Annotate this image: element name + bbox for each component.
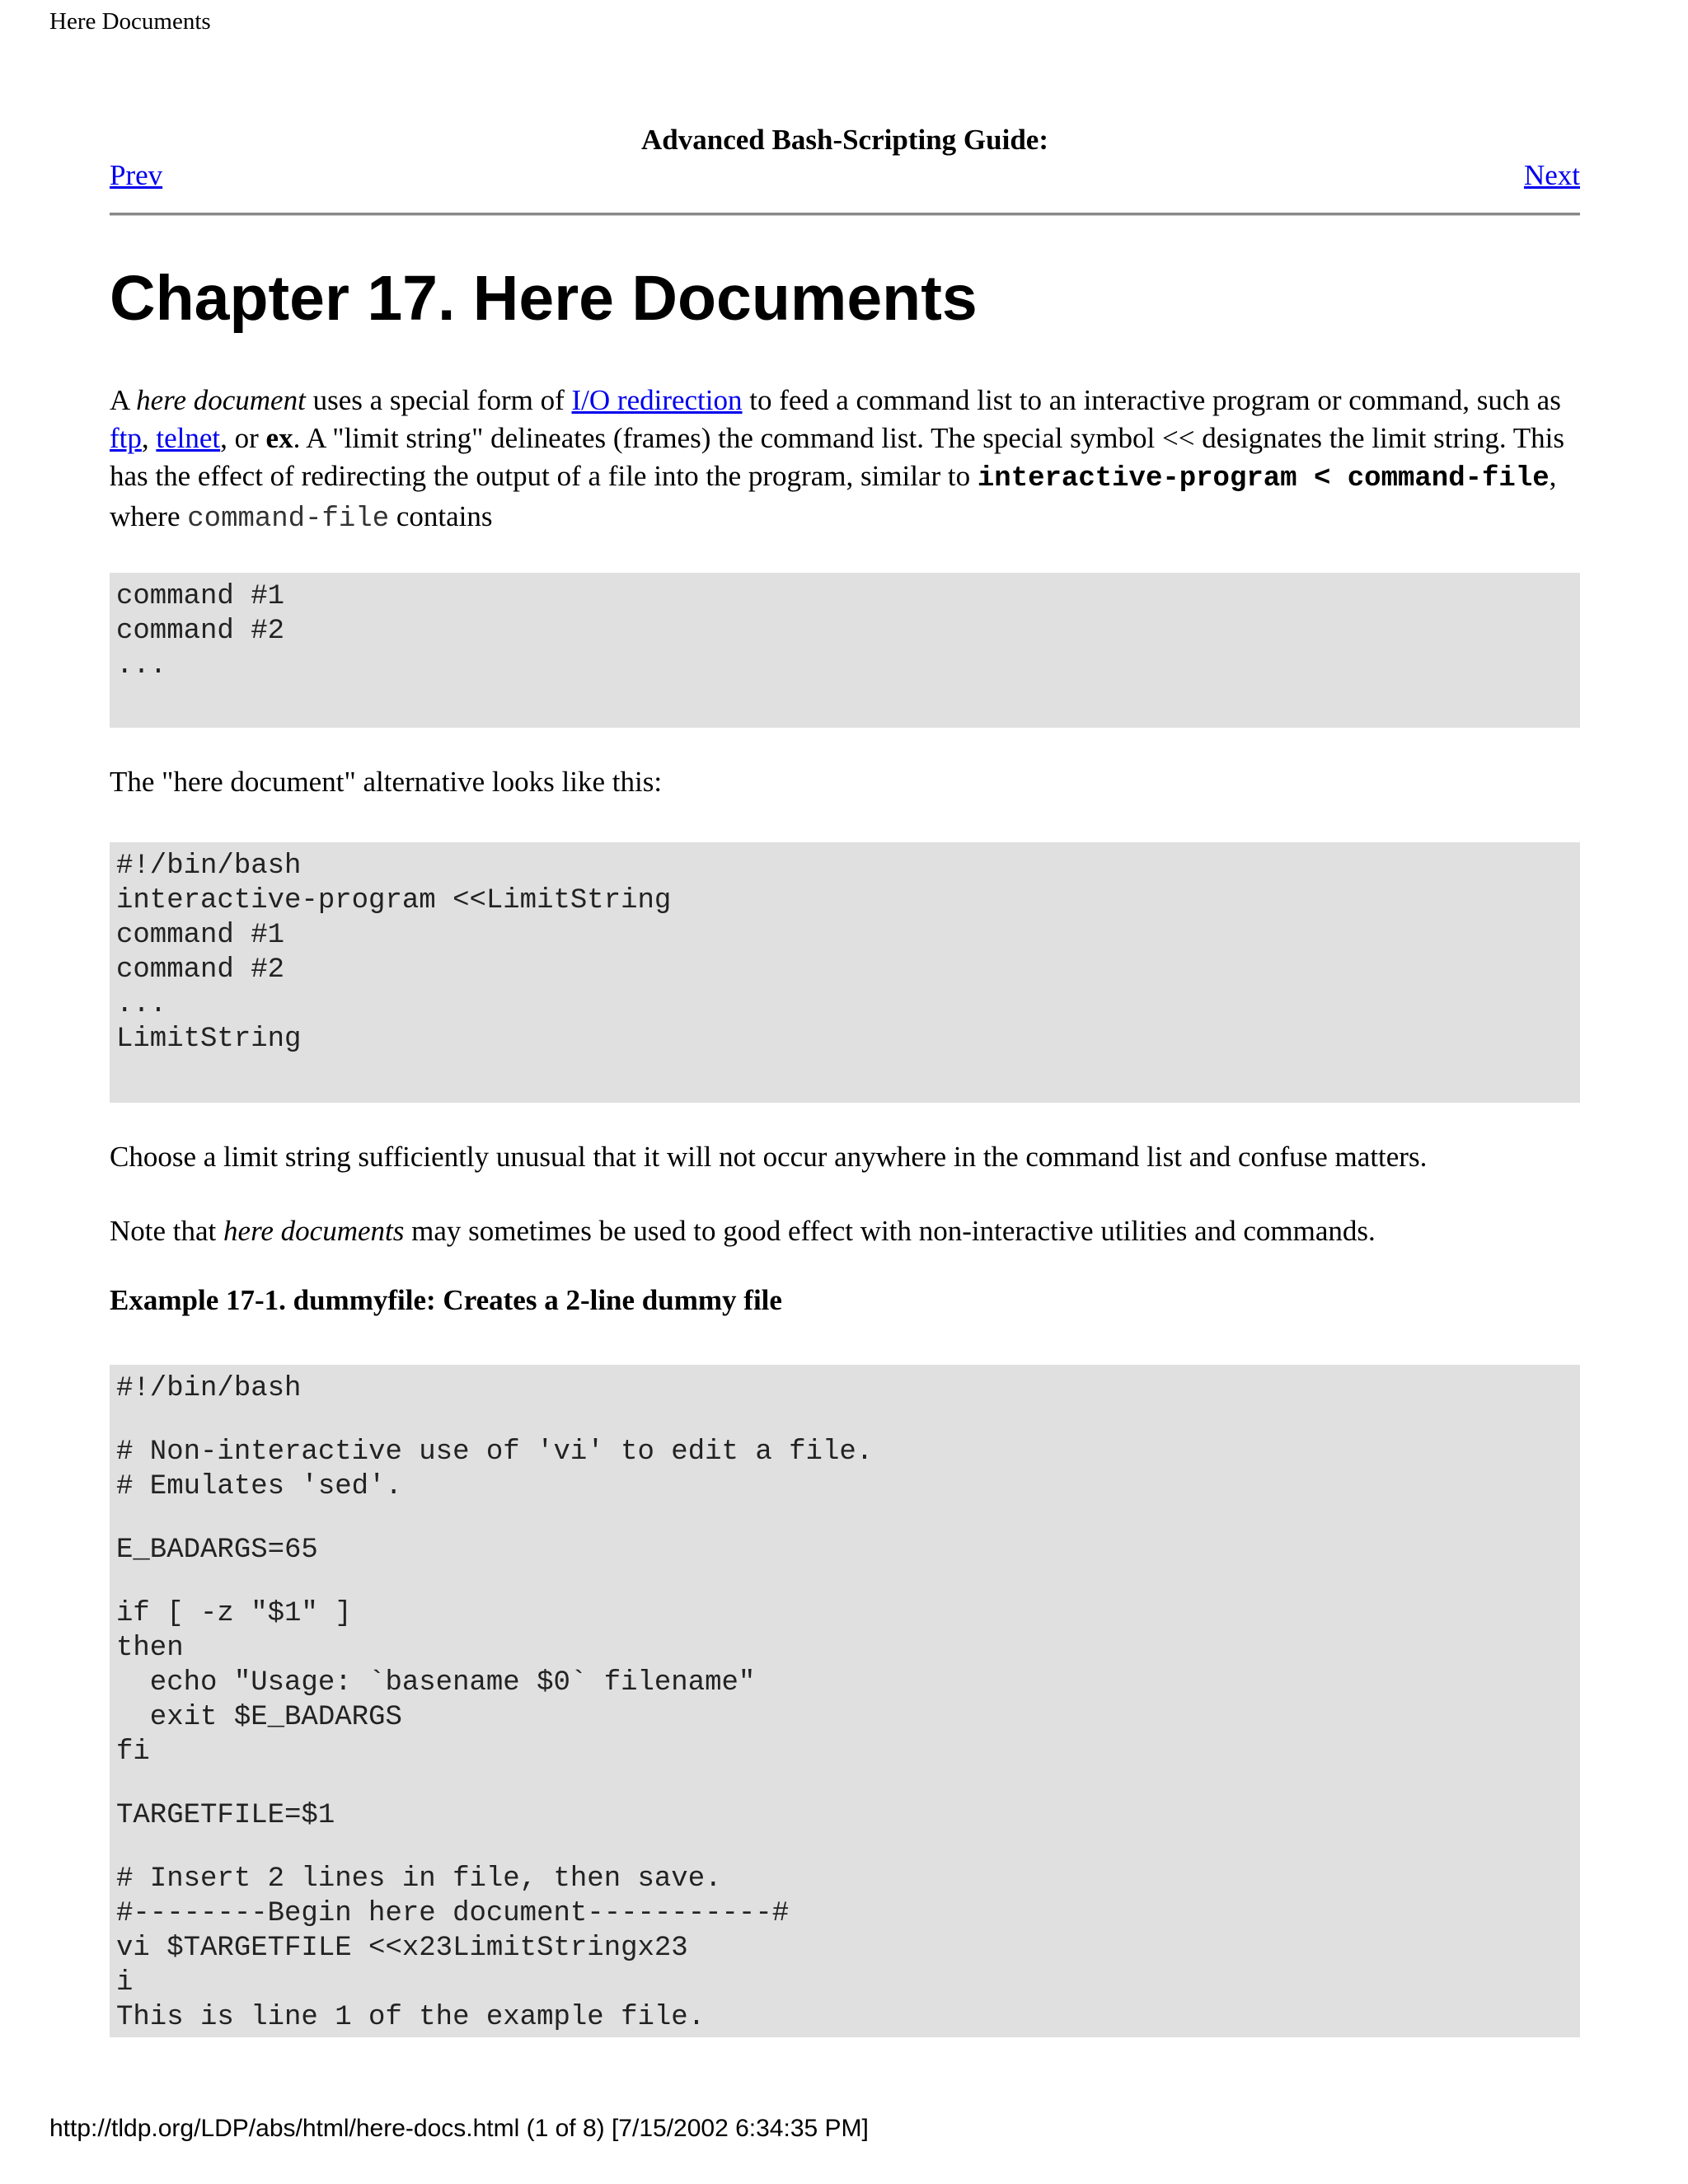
code-blank-line bbox=[116, 1769, 1573, 1798]
code-line: command #1 bbox=[116, 581, 285, 612]
ftp-link[interactable]: ftp bbox=[110, 422, 142, 454]
code-block-example bbox=[110, 1365, 1580, 2037]
note-paragraph bbox=[110, 1212, 1580, 1250]
code-block-here-doc bbox=[110, 842, 1580, 1103]
note-text: may sometimes be used to good effect with non-interactive utilities and commands. bbox=[404, 1215, 1376, 1247]
running-header: Here Documents bbox=[49, 8, 211, 35]
intro-text: . A "limit string" delineates (frames) the command list. The special symbol << designates the limit string. This has the effect of redirecting the output of a file into the program, similar to bbox=[110, 422, 1564, 492]
intro-text: A bbox=[110, 384, 137, 416]
header-divider bbox=[110, 213, 1580, 216]
intro-text: , where bbox=[110, 460, 1557, 532]
telnet-link[interactable]: telnet bbox=[156, 422, 221, 454]
inline-file-code: command-file bbox=[187, 504, 390, 535]
intro-text: contains bbox=[389, 500, 493, 532]
code-line: if [ -z "$1" ] bbox=[116, 1598, 352, 1629]
ex-command: ex bbox=[265, 422, 293, 454]
alternative-paragraph: The "here document" alternative looks like this: bbox=[110, 766, 663, 798]
code-line: then bbox=[116, 1633, 184, 1664]
chapter-title: Chapter 17. Here Documents bbox=[110, 263, 978, 334]
code-line: vi $TARGETFILE <<x23LimitStringx23 bbox=[116, 1933, 688, 1964]
code-line: # Emulates 'sed'. bbox=[116, 1471, 402, 1502]
guide-title: Advanced Bash-Scripting Guide: bbox=[641, 124, 1048, 156]
here-documents-term: here documents bbox=[223, 1215, 405, 1247]
code-blank-line bbox=[116, 1406, 1573, 1435]
choose-limit-paragraph: Choose a limit string sufficiently unusual that it will not occur anywhere in the command list and confuse matters. bbox=[110, 1141, 1428, 1173]
intro-text: uses a special form of bbox=[305, 384, 572, 416]
code-line: echo "Usage: `basename $0` filename" bbox=[116, 1667, 756, 1699]
intro-text: , bbox=[141, 422, 157, 454]
code-line: TARGETFILE=$1 bbox=[116, 1800, 335, 1831]
page-footer-url: http://tldp.org/LDP/abs/html/here-docs.html (1 of 8) [7/15/2002 6:34:35 PM] bbox=[49, 2115, 869, 2142]
next-link[interactable]: Next bbox=[1523, 159, 1580, 191]
intro-text: to feed a command list to an interactive program or command, such as bbox=[742, 384, 1561, 416]
prev-link[interactable]: Prev bbox=[110, 159, 163, 191]
code-line: fi bbox=[116, 1736, 150, 1768]
inline-command-code: interactive-program < command-file bbox=[977, 463, 1550, 494]
intro-paragraph bbox=[110, 382, 1580, 538]
here-document-term: here document bbox=[136, 384, 306, 416]
code-blank-line bbox=[116, 1504, 1573, 1533]
code-line: LimitString bbox=[116, 1024, 302, 1055]
code-line: ... bbox=[116, 650, 167, 682]
code-line: This is line 1 of the example file. bbox=[116, 2002, 706, 2033]
code-line: exit $E_BADARGS bbox=[116, 1702, 402, 1733]
note-text: Note that bbox=[110, 1215, 224, 1247]
code-line: # Non-interactive use of 'vi' to edit a file. bbox=[116, 1436, 874, 1468]
code-blank-line bbox=[116, 1833, 1573, 1862]
code-line: # Insert 2 lines in file, then save. bbox=[116, 1863, 722, 1895]
io-redirection-link[interactable]: I/O redirection bbox=[571, 384, 743, 416]
code-block-commands bbox=[110, 573, 1580, 728]
code-line: command #2 bbox=[116, 616, 285, 647]
code-line: command #1 bbox=[116, 920, 285, 951]
code-line: i bbox=[116, 1967, 134, 1999]
code-line: #!/bin/bash bbox=[116, 1373, 302, 1404]
code-line: #!/bin/bash bbox=[116, 851, 302, 882]
intro-text: , or bbox=[220, 422, 266, 454]
code-line: command #2 bbox=[116, 954, 285, 986]
code-blank-line bbox=[116, 1568, 1573, 1596]
code-line: E_BADARGS=65 bbox=[116, 1535, 318, 1566]
example-title: Example 17-1. dummyfile: Creates a 2-line dummy file bbox=[110, 1284, 782, 1316]
code-line: #--------Begin here document-----------# bbox=[116, 1898, 790, 1929]
code-line: interactive-program <<LimitString bbox=[116, 885, 672, 916]
code-line: ... bbox=[116, 989, 167, 1020]
